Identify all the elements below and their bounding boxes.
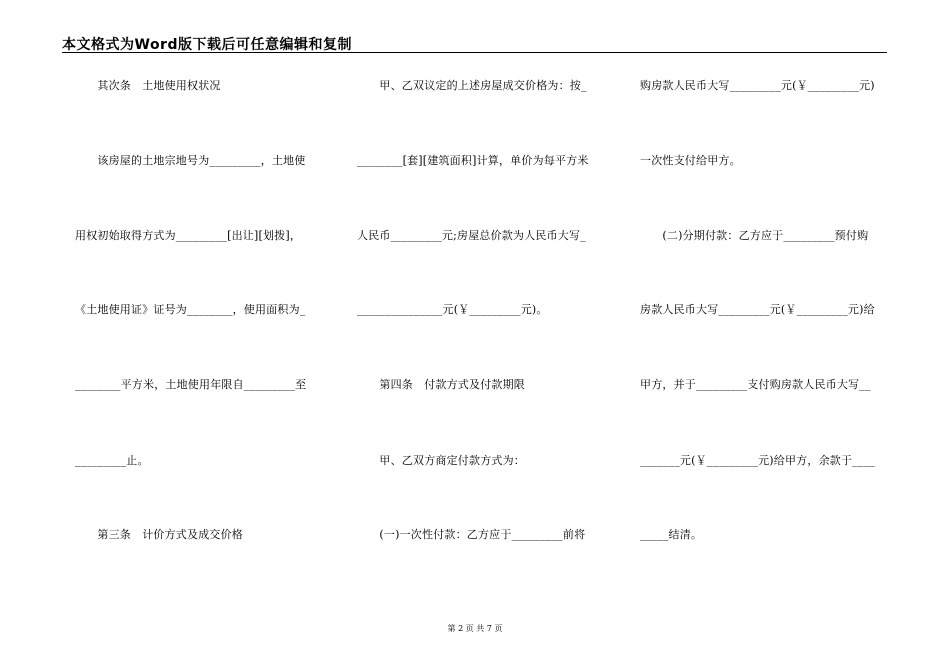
text-line: _______元(￥_________元)给甲方，余款于____ <box>640 454 875 467</box>
text-line: 甲、乙双方商定付款方式为： <box>357 454 525 467</box>
text-line: 人民币_________元;房屋总价款为人民币大写_ <box>357 229 586 242</box>
header-divider <box>62 52 887 53</box>
text-line: 房款人民币大写_________元(￥_________元)给 <box>640 303 875 316</box>
text-line: (二)分期付款：乙方应于_________预付购 <box>640 229 869 242</box>
text-line: 第三条 计价方式及成交价格 <box>75 528 243 541</box>
text-line: _________止。 <box>75 454 149 467</box>
text-line: _______________元(￥_________元)。 <box>357 303 548 316</box>
text-line: ________[套][建筑面积]计算，单价为每平方米 <box>357 154 589 167</box>
document-header-title: 本文格式为Word版下载后可任意编辑和复制 <box>62 37 352 53</box>
text-line: 其次条 土地使用权状况 <box>75 79 221 92</box>
text-line: 第四条 付款方式及付款期限 <box>357 378 525 391</box>
text-line: 甲方，并于_________支付购房款人民币大写__ <box>640 378 871 391</box>
text-line: 一次性支付给甲方。 <box>640 154 741 167</box>
page-number: 第 2 页 共 7 页 <box>447 624 503 633</box>
text-line: 《土地使用证》证号为________，使用面积为_ <box>75 303 306 316</box>
text-line: (一)一次性付款：乙方应于_________前将 <box>357 528 586 541</box>
text-line: 购房款人民币大写_________元(￥_________元) <box>640 79 875 92</box>
text-line: 甲、乙双议定的上述房屋成交价格为：按_ <box>357 79 587 92</box>
text-line: 用权初始取得方式为_________[出让][划拨]， <box>75 229 302 242</box>
text-line: ________平方米，土地使用年限自_________至 <box>75 378 307 391</box>
text-line: 该房屋的土地宗地号为_________，土地使 <box>75 154 306 167</box>
text-line: _____结清。 <box>640 528 703 541</box>
